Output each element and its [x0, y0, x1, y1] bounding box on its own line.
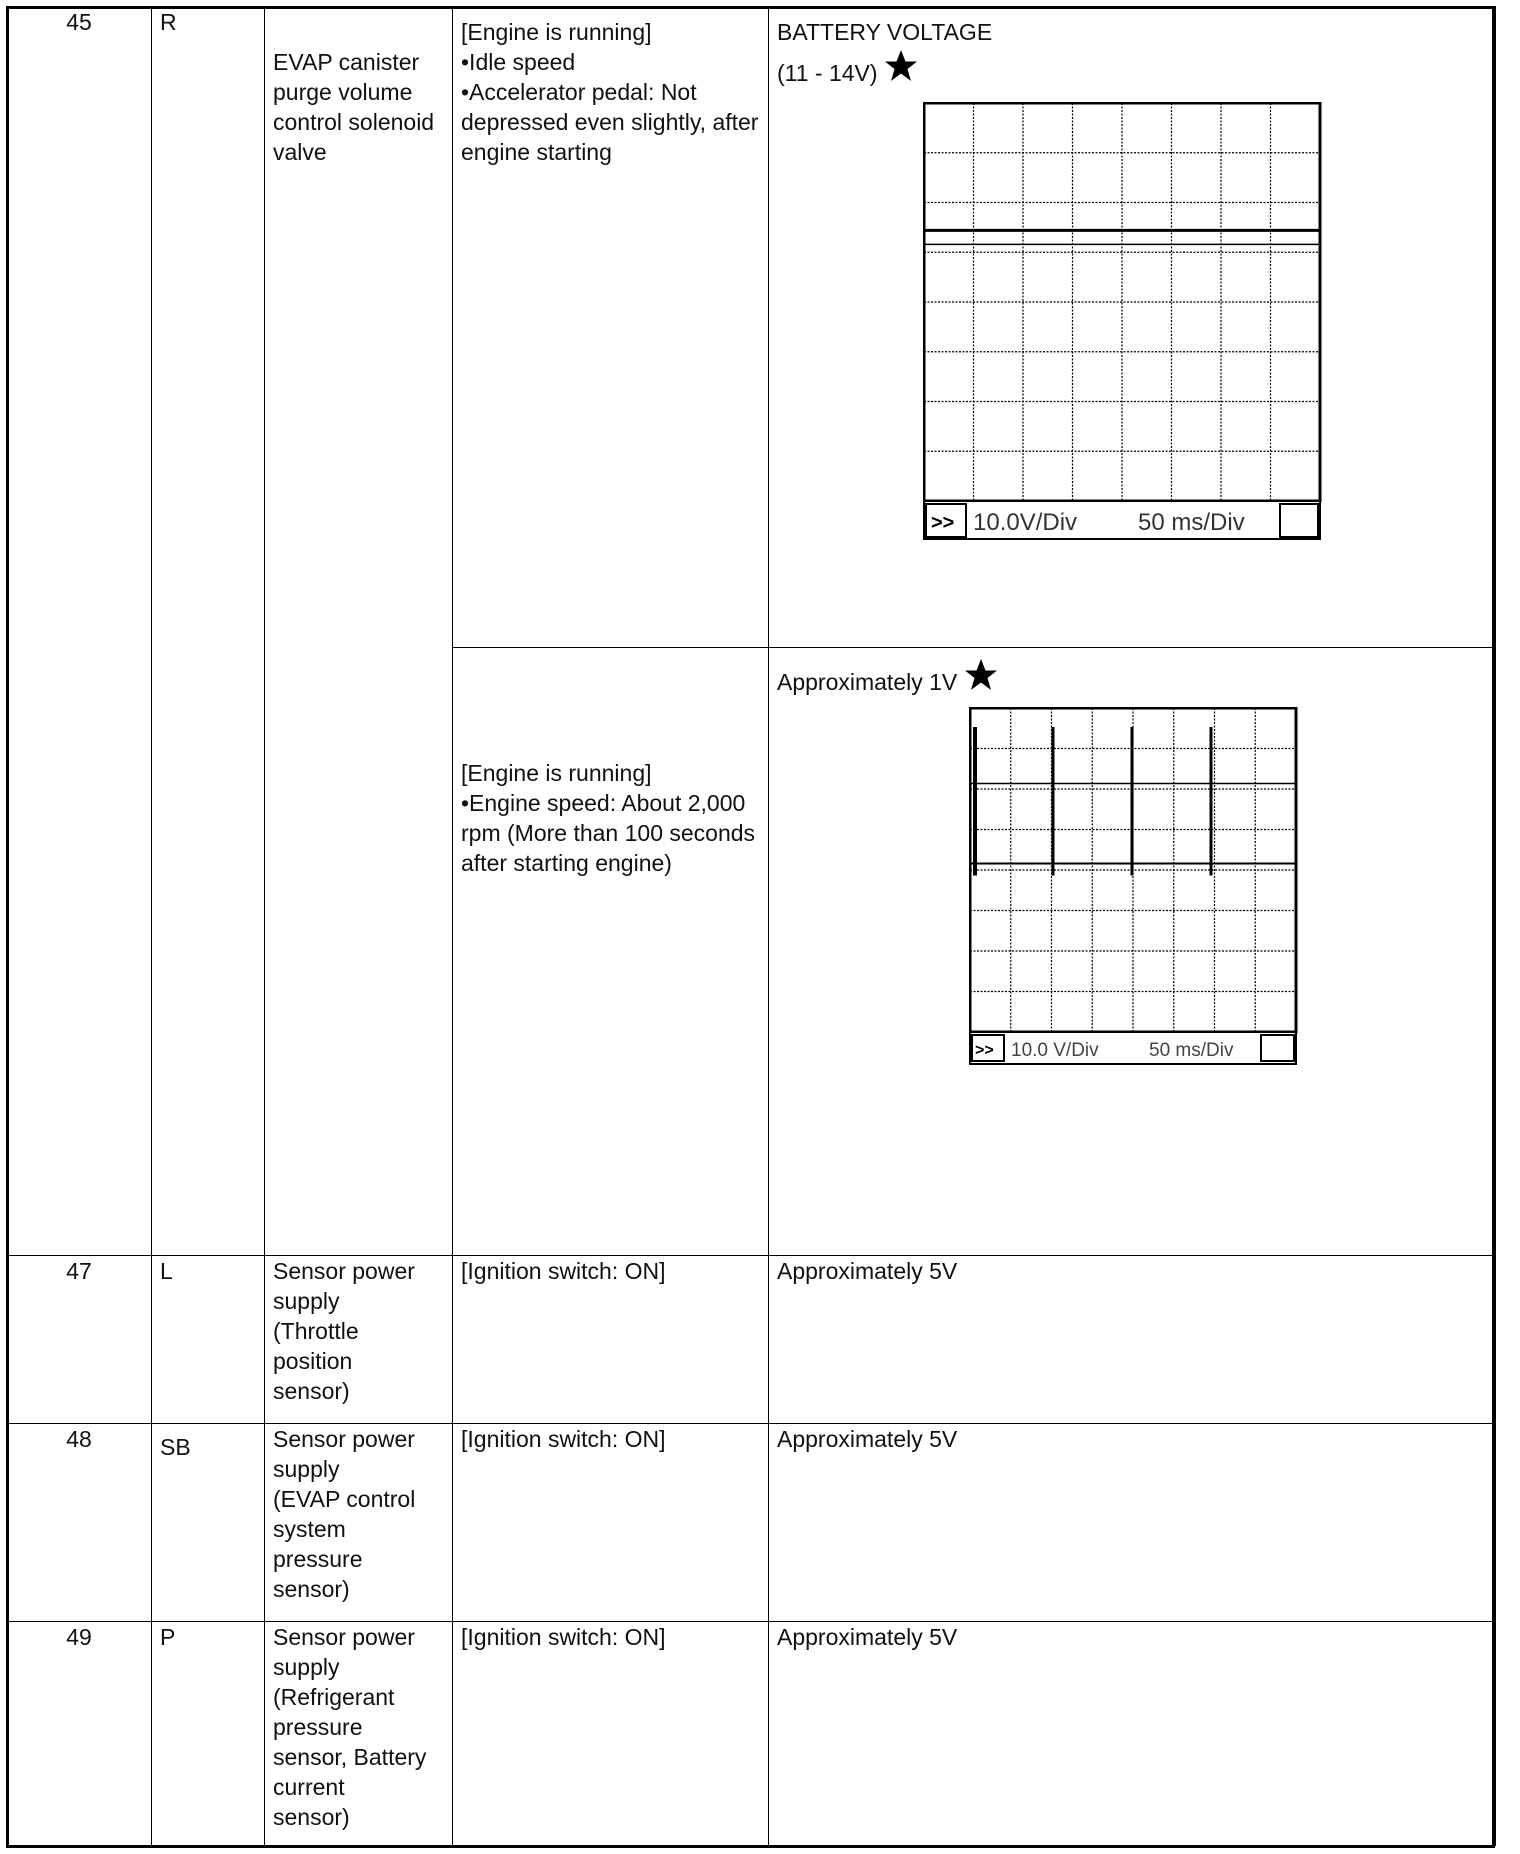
- table-row: [7, 1622, 1496, 1846]
- terminal-number: 49: [7, 1622, 152, 1846]
- table-row: [7, 1424, 1496, 1622]
- condition-cell: [453, 7, 769, 648]
- condition-cell: [Ignition switch: ON]: [453, 1622, 769, 1846]
- terminal-number: 47: [7, 1256, 152, 1424]
- value-label: BATTERY VOLTAGE: [777, 19, 993, 45]
- condition-heading: [Engine is running]: [461, 19, 652, 45]
- scope-volt-div: 10.0 V/Div: [1011, 1040, 1099, 1061]
- condition-bullet: •Accelerator pedal: Not depressed even slightly, after engine starting: [461, 79, 759, 165]
- condition-bullet: •Idle speed: [461, 49, 576, 75]
- star-icon: [964, 658, 998, 692]
- value-cell: [769, 648, 1496, 1256]
- star-icon: [884, 49, 918, 83]
- terminal-number: 48: [7, 1424, 152, 1622]
- oscilloscope-waveform-2: [969, 707, 1299, 1067]
- wire-color: R: [152, 7, 265, 1256]
- value-cell: [769, 7, 1496, 648]
- wire-color: SB: [152, 1424, 265, 1622]
- value-cell: Approximately 5V: [769, 1424, 1496, 1622]
- condition-heading: [Engine is running]: [461, 760, 652, 786]
- scope-time-div: 50 ms/Div: [1138, 509, 1245, 536]
- value-range: (11 - 14V): [777, 60, 878, 86]
- value-cell: Approximately 5V: [769, 1256, 1496, 1424]
- item-description: Sensor power supply (Refrigerant pressure sensor, Battery current sensor): [265, 1622, 453, 1846]
- value-label: Approximately 1V: [777, 669, 958, 695]
- wire-color: L: [152, 1256, 265, 1424]
- condition-cell: [Ignition switch: ON]: [453, 1424, 769, 1622]
- ecm-terminal-table: [6, 6, 1496, 1846]
- wire-color: P: [152, 1622, 265, 1846]
- item-description: Sensor power supply (EVAP control system pressure sensor): [265, 1424, 453, 1622]
- scope-time-div: 50 ms/Div: [1149, 1040, 1234, 1061]
- scope-volt-div: 10.0V/Div: [973, 509, 1078, 536]
- condition-cell: [Ignition switch: ON]: [453, 1256, 769, 1424]
- value-cell: Approximately 5V: [769, 1622, 1496, 1846]
- table-row: [7, 1256, 1496, 1424]
- item-description: EVAP canister purge volume control solenoid valve: [265, 7, 453, 1256]
- condition-bullet: •Engine speed: About 2,000 rpm (More than 100 seconds after starting engine): [461, 790, 756, 876]
- item-description: Sensor power supply (Throttle position sensor): [265, 1256, 453, 1424]
- scope-indicator: >>: [975, 1042, 994, 1059]
- scope-indicator: >>: [931, 512, 955, 534]
- terminal-number: 45: [7, 7, 152, 1256]
- oscilloscope-waveform-1: [923, 102, 1323, 542]
- condition-cell: [453, 648, 769, 1256]
- table-row: [7, 7, 1496, 648]
